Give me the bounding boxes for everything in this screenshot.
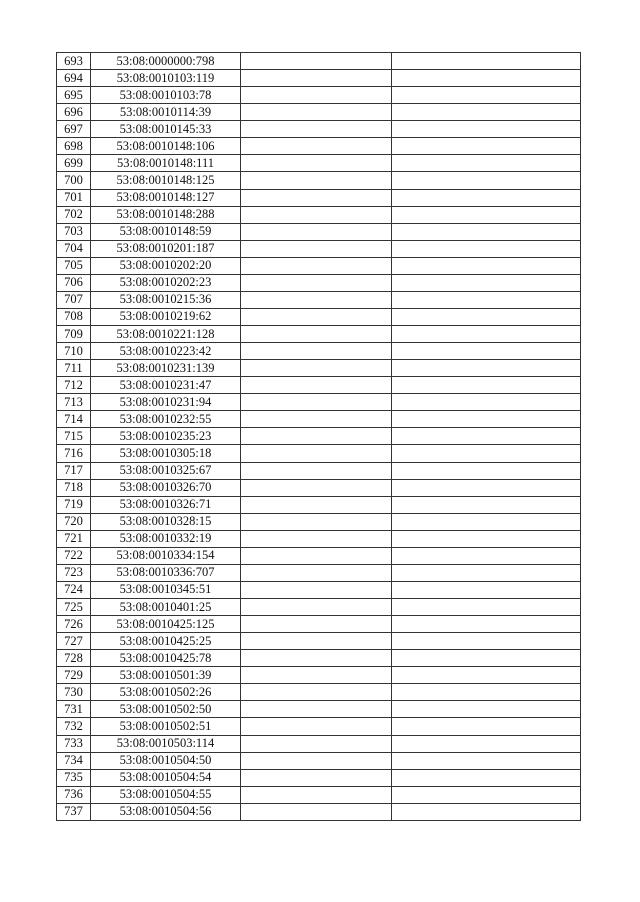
table-body <box>57 53 581 821</box>
empty-cell <box>241 206 392 223</box>
table-row <box>57 223 581 240</box>
table-row <box>57 479 581 496</box>
table-row <box>57 718 581 735</box>
cadastral-number-cell: 53:08:0010326:71 <box>91 496 241 513</box>
cadastral-number-cell: 53:08:0010326:70 <box>91 479 241 496</box>
table-row <box>57 701 581 718</box>
cadastral-number-cell: 53:08:0010504:50 <box>91 752 241 769</box>
empty-cell <box>392 70 581 87</box>
empty-cell <box>392 564 581 581</box>
table-row <box>57 308 581 325</box>
empty-cell <box>241 138 392 155</box>
row-number-cell: 736 <box>57 786 91 803</box>
row-number-cell: 695 <box>57 87 91 104</box>
row-number-cell: 721 <box>57 530 91 547</box>
empty-cell <box>392 189 581 206</box>
empty-cell <box>392 155 581 172</box>
empty-cell <box>241 462 392 479</box>
row-number-cell: 725 <box>57 599 91 616</box>
empty-cell <box>392 786 581 803</box>
cadastral-number-cell: 53:08:0010336:707 <box>91 564 241 581</box>
empty-cell <box>241 547 392 564</box>
empty-cell <box>392 206 581 223</box>
empty-cell <box>241 564 392 581</box>
empty-cell <box>392 667 581 684</box>
empty-cell <box>392 769 581 786</box>
row-number-cell: 708 <box>57 308 91 325</box>
empty-cell <box>241 752 392 769</box>
cadastral-number-cell: 53:08:0010219:62 <box>91 308 241 325</box>
empty-cell <box>392 377 581 394</box>
row-number-cell: 737 <box>57 803 91 820</box>
row-number-cell: 728 <box>57 650 91 667</box>
empty-cell <box>392 240 581 257</box>
cadastral-number-cell: 53:08:0010425:125 <box>91 616 241 633</box>
empty-cell <box>241 291 392 308</box>
empty-cell <box>392 479 581 496</box>
row-number-cell: 710 <box>57 343 91 360</box>
empty-cell <box>241 189 392 206</box>
row-number-cell: 717 <box>57 462 91 479</box>
empty-cell <box>392 343 581 360</box>
table-row <box>57 104 581 121</box>
table-row <box>57 496 581 513</box>
table-row <box>57 155 581 172</box>
empty-cell <box>241 172 392 189</box>
table-row <box>57 291 581 308</box>
empty-cell <box>241 616 392 633</box>
empty-cell <box>241 718 392 735</box>
empty-cell <box>392 633 581 650</box>
cadastral-number-cell: 53:08:0010231:47 <box>91 377 241 394</box>
table-row <box>57 803 581 820</box>
row-number-cell: 723 <box>57 564 91 581</box>
table-row <box>57 769 581 786</box>
cadastral-number-cell: 53:08:0010502:51 <box>91 718 241 735</box>
cadastral-number-cell: 53:08:0010232:55 <box>91 411 241 428</box>
empty-cell <box>392 257 581 274</box>
empty-cell <box>392 684 581 701</box>
cadastral-number-cell: 53:08:0010202:23 <box>91 274 241 291</box>
empty-cell <box>392 172 581 189</box>
cadastral-number-cell: 53:08:0010504:55 <box>91 786 241 803</box>
table-row <box>57 616 581 633</box>
empty-cell <box>241 701 392 718</box>
empty-cell <box>241 633 392 650</box>
table-row <box>57 326 581 343</box>
empty-cell <box>241 650 392 667</box>
cadastral-number-cell: 53:08:0000000:798 <box>91 53 241 70</box>
table-row <box>57 257 581 274</box>
table-row <box>57 70 581 87</box>
row-number-cell: 697 <box>57 121 91 138</box>
empty-cell <box>392 121 581 138</box>
empty-cell <box>392 308 581 325</box>
table-row <box>57 121 581 138</box>
row-number-cell: 730 <box>57 684 91 701</box>
empty-cell <box>392 138 581 155</box>
row-number-cell: 722 <box>57 547 91 564</box>
row-number-cell: 713 <box>57 394 91 411</box>
empty-cell <box>392 411 581 428</box>
row-number-cell: 729 <box>57 667 91 684</box>
empty-cell <box>241 445 392 462</box>
table-row <box>57 547 581 564</box>
row-number-cell: 702 <box>57 206 91 223</box>
cadastral-number-cell: 53:08:0010504:56 <box>91 803 241 820</box>
empty-cell <box>392 496 581 513</box>
cadastral-number-cell: 53:08:0010221:128 <box>91 326 241 343</box>
empty-cell <box>241 513 392 530</box>
empty-cell <box>241 70 392 87</box>
cadastral-number-cell: 53:08:0010502:26 <box>91 684 241 701</box>
table-row <box>57 735 581 752</box>
cadastral-number-cell: 53:08:0010401:25 <box>91 599 241 616</box>
empty-cell <box>241 786 392 803</box>
empty-cell <box>392 394 581 411</box>
empty-cell <box>392 326 581 343</box>
cadastral-number-cell: 53:08:0010103:119 <box>91 70 241 87</box>
empty-cell <box>241 411 392 428</box>
empty-cell <box>392 428 581 445</box>
empty-cell <box>392 599 581 616</box>
empty-cell <box>241 308 392 325</box>
cadastral-number-cell: 53:08:0010235:23 <box>91 428 241 445</box>
row-number-cell: 703 <box>57 223 91 240</box>
cadastral-number-cell: 53:08:0010223:42 <box>91 343 241 360</box>
row-number-cell: 727 <box>57 633 91 650</box>
empty-cell <box>392 53 581 70</box>
table-row <box>57 411 581 428</box>
empty-cell <box>392 803 581 820</box>
cadastral-number-cell: 53:08:0010332:19 <box>91 530 241 547</box>
cadastral-number-cell: 53:08:0010148:106 <box>91 138 241 155</box>
empty-cell <box>241 496 392 513</box>
table-row <box>57 172 581 189</box>
cadastral-number-cell: 53:08:0010215:36 <box>91 291 241 308</box>
row-number-cell: 718 <box>57 479 91 496</box>
table-row <box>57 530 581 547</box>
row-number-cell: 694 <box>57 70 91 87</box>
empty-cell <box>392 513 581 530</box>
table-row <box>57 513 581 530</box>
empty-cell <box>392 650 581 667</box>
row-number-cell: 696 <box>57 104 91 121</box>
empty-cell <box>241 223 392 240</box>
empty-cell <box>392 735 581 752</box>
empty-cell <box>392 547 581 564</box>
empty-cell <box>392 104 581 121</box>
empty-cell <box>241 394 392 411</box>
empty-cell <box>241 479 392 496</box>
table-row <box>57 138 581 155</box>
cadastral-number-cell: 53:08:0010334:154 <box>91 547 241 564</box>
table-row <box>57 462 581 479</box>
row-number-cell: 701 <box>57 189 91 206</box>
cadastral-number-cell: 53:08:0010148:288 <box>91 206 241 223</box>
empty-cell <box>392 718 581 735</box>
table-row <box>57 581 581 598</box>
row-number-cell: 716 <box>57 445 91 462</box>
empty-cell <box>241 377 392 394</box>
row-number-cell: 720 <box>57 513 91 530</box>
table-row <box>57 377 581 394</box>
empty-cell <box>241 581 392 598</box>
table-row <box>57 786 581 803</box>
table-row <box>57 445 581 462</box>
row-number-cell: 724 <box>57 581 91 598</box>
row-number-cell: 733 <box>57 735 91 752</box>
row-number-cell: 732 <box>57 718 91 735</box>
empty-cell <box>241 326 392 343</box>
cadastral-number-cell: 53:08:0010202:20 <box>91 257 241 274</box>
cadastral-number-cell: 53:08:0010425:25 <box>91 633 241 650</box>
row-number-cell: 726 <box>57 616 91 633</box>
row-number-cell: 698 <box>57 138 91 155</box>
empty-cell <box>241 360 392 377</box>
empty-cell <box>241 240 392 257</box>
row-number-cell: 707 <box>57 291 91 308</box>
row-number-cell: 705 <box>57 257 91 274</box>
cadastral-number-cell: 53:08:0010231:94 <box>91 394 241 411</box>
table-row <box>57 650 581 667</box>
empty-cell <box>241 530 392 547</box>
row-number-cell: 704 <box>57 240 91 257</box>
table-row <box>57 599 581 616</box>
empty-cell <box>392 581 581 598</box>
empty-cell <box>241 803 392 820</box>
cadastral-number-cell: 53:08:0010114:39 <box>91 104 241 121</box>
empty-cell <box>241 667 392 684</box>
cadastral-number-cell: 53:08:0010145:33 <box>91 121 241 138</box>
cadastral-number-cell: 53:08:0010148:127 <box>91 189 241 206</box>
cadastral-number-cell: 53:08:0010201:187 <box>91 240 241 257</box>
empty-cell <box>241 155 392 172</box>
table-row <box>57 206 581 223</box>
row-number-cell: 714 <box>57 411 91 428</box>
table-row <box>57 633 581 650</box>
table-row <box>57 428 581 445</box>
empty-cell <box>392 360 581 377</box>
empty-cell <box>241 104 392 121</box>
table-row <box>57 564 581 581</box>
row-number-cell: 719 <box>57 496 91 513</box>
table-row <box>57 87 581 104</box>
table-row <box>57 53 581 70</box>
row-number-cell: 715 <box>57 428 91 445</box>
empty-cell <box>241 684 392 701</box>
table-row <box>57 189 581 206</box>
cadastral-registry-table <box>56 52 581 821</box>
row-number-cell: 693 <box>57 53 91 70</box>
table-row <box>57 752 581 769</box>
cadastral-number-cell: 53:08:0010325:67 <box>91 462 241 479</box>
cadastral-number-cell: 53:08:0010231:139 <box>91 360 241 377</box>
table-row <box>57 684 581 701</box>
table-row <box>57 394 581 411</box>
empty-cell <box>241 343 392 360</box>
table-row <box>57 667 581 684</box>
cadastral-number-cell: 53:08:0010103:78 <box>91 87 241 104</box>
empty-cell <box>392 530 581 547</box>
row-number-cell: 700 <box>57 172 91 189</box>
cadastral-number-cell: 53:08:0010504:54 <box>91 769 241 786</box>
cadastral-number-cell: 53:08:0010503:114 <box>91 735 241 752</box>
empty-cell <box>241 769 392 786</box>
row-number-cell: 709 <box>57 326 91 343</box>
empty-cell <box>392 291 581 308</box>
empty-cell <box>392 445 581 462</box>
empty-cell <box>392 752 581 769</box>
empty-cell <box>241 53 392 70</box>
row-number-cell: 731 <box>57 701 91 718</box>
empty-cell <box>241 121 392 138</box>
empty-cell <box>241 428 392 445</box>
cadastral-number-cell: 53:08:0010328:15 <box>91 513 241 530</box>
empty-cell <box>392 274 581 291</box>
cadastral-number-cell: 53:08:0010502:50 <box>91 701 241 718</box>
cadastral-number-cell: 53:08:0010501:39 <box>91 667 241 684</box>
row-number-cell: 734 <box>57 752 91 769</box>
row-number-cell: 712 <box>57 377 91 394</box>
cadastral-number-cell: 53:08:0010148:59 <box>91 223 241 240</box>
empty-cell <box>392 87 581 104</box>
row-number-cell: 699 <box>57 155 91 172</box>
empty-cell <box>241 735 392 752</box>
cadastral-number-cell: 53:08:0010148:111 <box>91 155 241 172</box>
cadastral-number-cell: 53:08:0010345:51 <box>91 581 241 598</box>
cadastral-number-cell: 53:08:0010148:125 <box>91 172 241 189</box>
empty-cell <box>241 87 392 104</box>
empty-cell <box>241 599 392 616</box>
row-number-cell: 735 <box>57 769 91 786</box>
row-number-cell: 706 <box>57 274 91 291</box>
cadastral-number-cell: 53:08:0010425:78 <box>91 650 241 667</box>
empty-cell <box>392 223 581 240</box>
empty-cell <box>392 616 581 633</box>
row-number-cell: 711 <box>57 360 91 377</box>
empty-cell <box>392 701 581 718</box>
table-row <box>57 360 581 377</box>
empty-cell <box>241 257 392 274</box>
table-row <box>57 240 581 257</box>
cadastral-number-cell: 53:08:0010305:18 <box>91 445 241 462</box>
empty-cell <box>241 274 392 291</box>
table-row <box>57 343 581 360</box>
empty-cell <box>392 462 581 479</box>
table-row <box>57 274 581 291</box>
